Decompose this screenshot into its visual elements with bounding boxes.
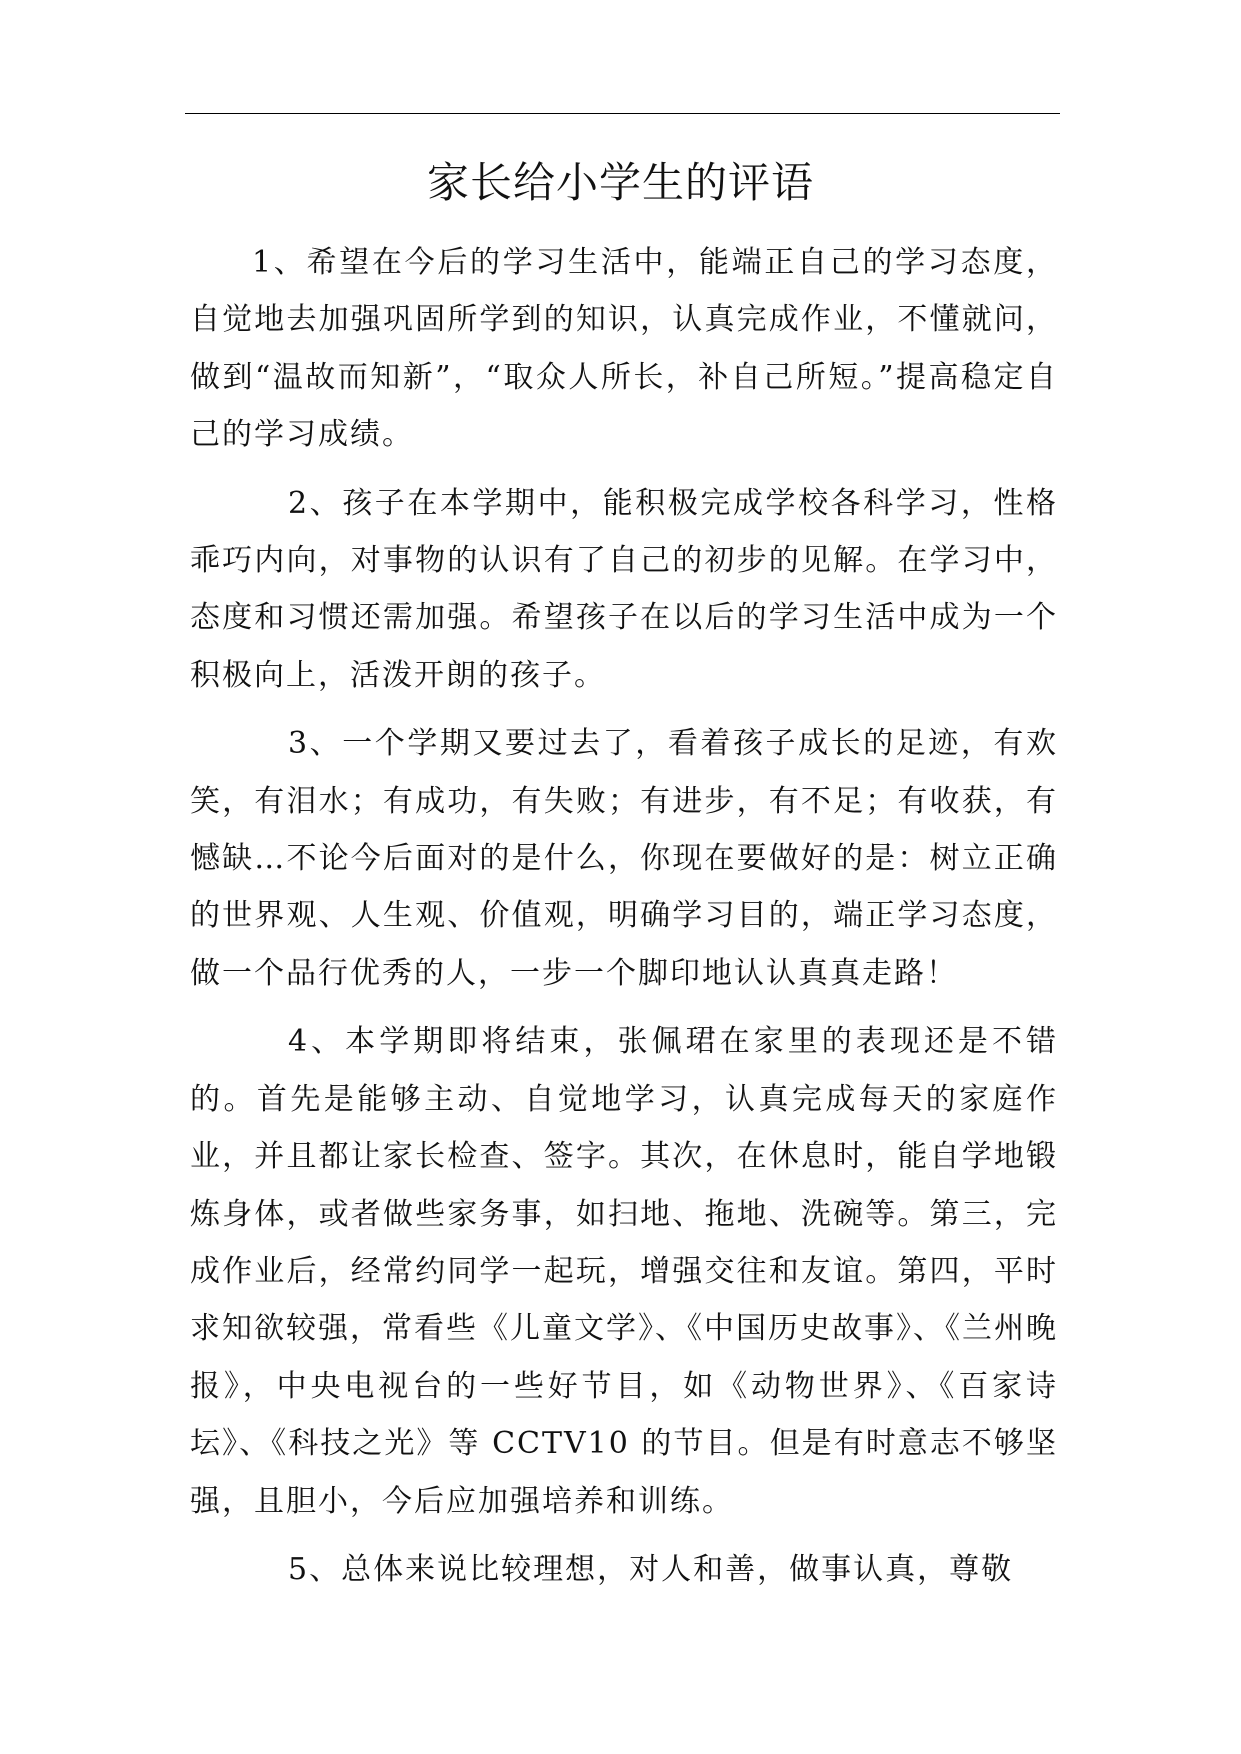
paragraph-4: 4、本学期即将结束，张佩珺在家里的表现还是不错的。首先是能够主动、自觉地学习，认真完成每天的家庭作业，并且都让家长检查、签字。其次，在休息时，能自学地锻炼身体，或者做些家务事，如扫地、拖地、洗碗等。第三，完成作业后，经常约同学一起玩，增强交往和友谊。第四，平时求知欲较强，常看些《儿童文学》、《中国历史故事》、《兰州晚报》，中央电视台的一些好节目，如《动物世界》、《百家诗坛》、《科技之光》等 CCTV10 的节目。但是有时意志不够坚强，且胆小，今后应加强培养和训练。 [190, 1024, 1058, 1519]
paragraph-1: 1、希望在今后的学习生活中，能端正自己的学习态度，自觉地去加强巩固所学到的知识，认真完成作业，不懂就问，做到“温故而知新”，“取众人所长，补自己所短。”提高稳定自己的学习成绩。 [190, 245, 1058, 453]
document-title: 家长给小学生的评语 [426, 158, 814, 207]
paragraph-5: 5、总体来说比较理想，对人和善，做事认真，尊敬 [288, 1551, 1014, 1587]
header-rule [185, 113, 1060, 114]
paragraph-2: 2、孩子在本学期中，能积极完成学校各科学习，性格乖巧内向，对事物的认识有了自己的初步的见解。在学习中，态度和习惯还需加强。希望孩子在以后的学习生活中成为一个积极向上，活泼开朗的孩子。 [190, 485, 1058, 693]
paragraph-3: 3、一个学期又要过去了，看着孩子成长的足迹，有欢笑，有泪水；有成功，有失败；有进步，有不足；有收获，有憾缺…不论今后面对的是什么，你现在要做好的是：树立正确的世界观、人生观、价值观，明确学习目的，端正学习态度，做一个品行优秀的人，一步一个脚印地认认真真走路！ [190, 726, 1058, 991]
document-body [190, 234, 1058, 1598]
